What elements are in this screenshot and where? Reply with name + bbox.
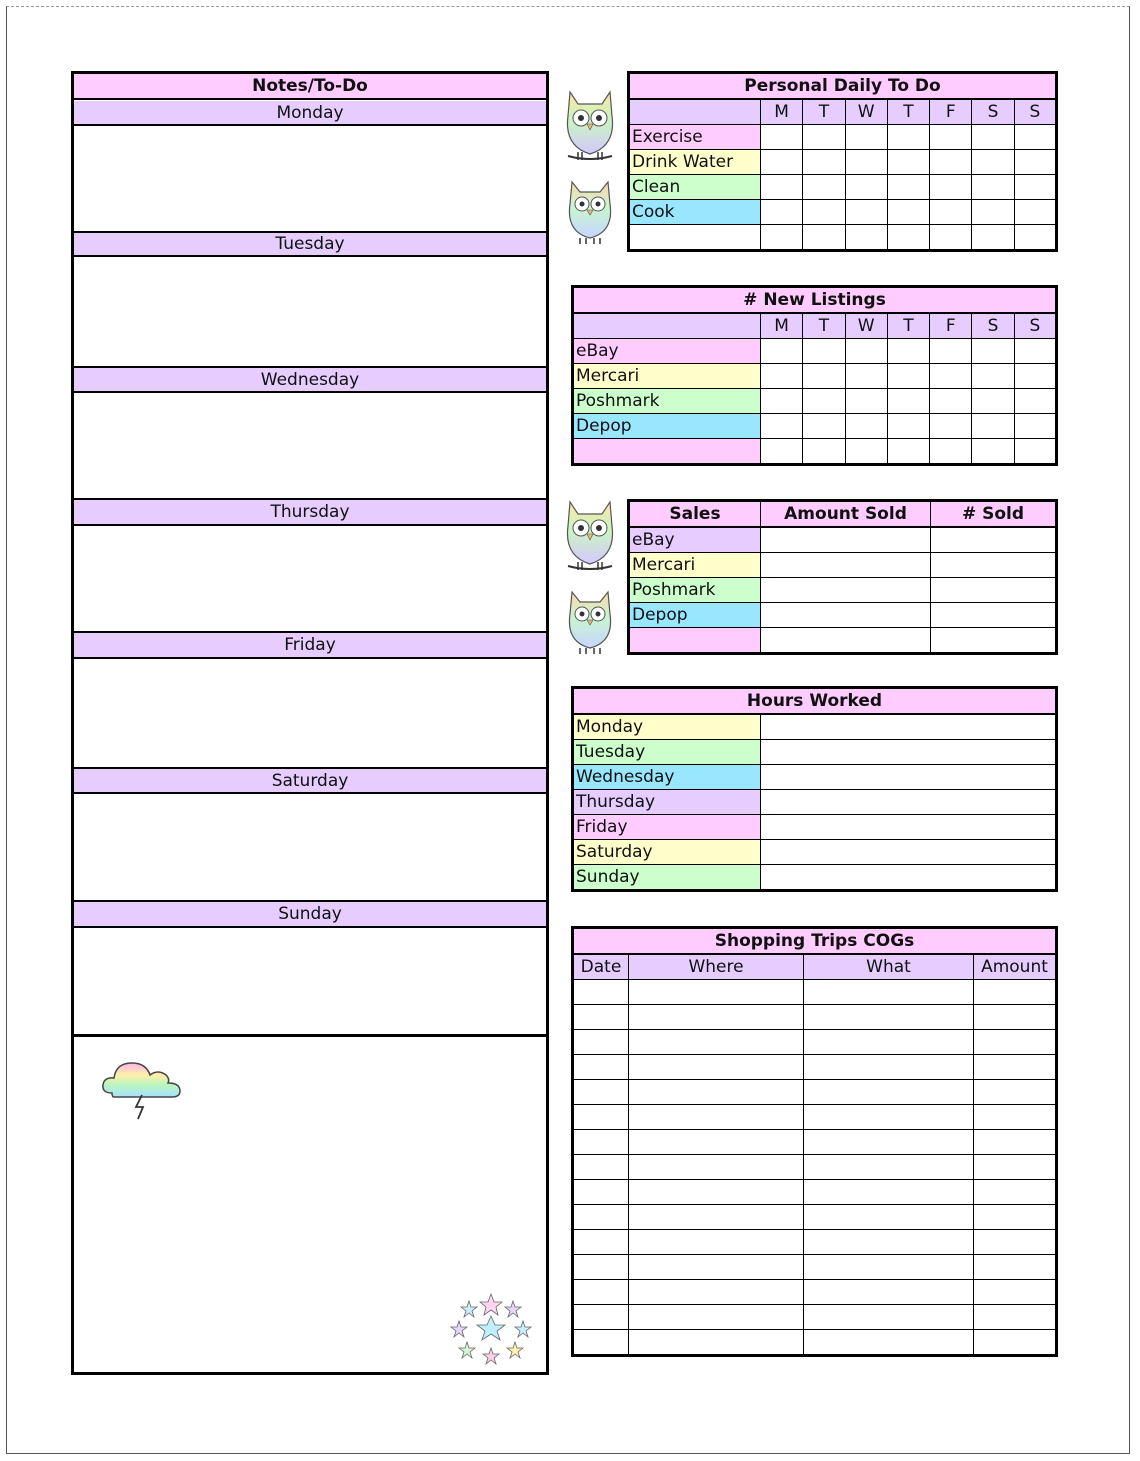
where-cell[interactable] <box>629 1205 804 1230</box>
storm-cloud-icon <box>98 1055 186 1125</box>
what-cell[interactable] <box>804 1180 974 1205</box>
check-cell[interactable] <box>972 200 1014 225</box>
amount-cell[interactable] <box>761 527 931 553</box>
date-cell[interactable] <box>573 980 629 1005</box>
check-cell[interactable] <box>845 175 887 200</box>
what-cell[interactable] <box>804 1330 974 1356</box>
count-cell[interactable] <box>931 603 1057 628</box>
amount-cell[interactable] <box>761 553 931 578</box>
table-row <box>573 1030 1057 1055</box>
count-cell[interactable] <box>845 414 887 439</box>
day-header: F <box>930 313 972 339</box>
hours-cell[interactable] <box>761 714 1057 740</box>
date-cell[interactable] <box>573 1180 629 1205</box>
where-cell[interactable] <box>629 1030 804 1055</box>
amount-cell[interactable] <box>974 1280 1057 1305</box>
notes-area-monday[interactable] <box>74 127 546 231</box>
owl-icon <box>560 586 620 658</box>
row-label: eBay <box>573 339 761 364</box>
notes-area-sunday[interactable] <box>74 930 546 1034</box>
notes-day-tuesday: Tuesday <box>74 231 546 257</box>
row-label: Clean <box>629 175 761 200</box>
row-label: eBay <box>629 527 761 553</box>
day-header: S <box>1014 313 1056 339</box>
check-cell[interactable] <box>972 175 1014 200</box>
table-row <box>573 865 1057 891</box>
amount-sold-header: Amount Sold <box>761 501 931 528</box>
count-cell[interactable] <box>931 553 1057 578</box>
row-label: Thursday <box>573 790 761 815</box>
date-header: Date <box>573 954 629 980</box>
date-cell[interactable] <box>573 1080 629 1105</box>
hours-cell[interactable] <box>761 840 1057 865</box>
check-cell[interactable] <box>930 150 972 175</box>
row-label: Depop <box>573 414 761 439</box>
what-cell[interactable] <box>804 1030 974 1055</box>
count-cell[interactable] <box>845 364 887 389</box>
what-cell[interactable] <box>804 1305 974 1330</box>
table-row <box>629 603 1057 628</box>
table-row <box>573 1180 1057 1205</box>
personal-daily-table <box>627 71 1058 252</box>
owl-icon <box>560 176 620 248</box>
what-cell[interactable] <box>804 1105 974 1130</box>
check-cell[interactable] <box>1014 225 1056 251</box>
notes-day-wednesday: Wednesday <box>74 366 546 393</box>
table-row <box>573 1280 1057 1305</box>
check-cell[interactable] <box>887 125 929 150</box>
table-row <box>573 389 1057 414</box>
amount-cell[interactable] <box>974 1055 1057 1080</box>
table-row <box>629 200 1057 225</box>
amount-cell[interactable] <box>974 1180 1057 1205</box>
hours-cell[interactable] <box>761 815 1057 840</box>
check-cell[interactable] <box>761 200 803 225</box>
count-cell[interactable] <box>887 364 929 389</box>
table-row <box>573 1105 1057 1130</box>
row-label: Exercise <box>629 125 761 150</box>
header-blank <box>573 313 761 339</box>
count-cell[interactable] <box>972 439 1014 465</box>
count-cell[interactable] <box>803 364 845 389</box>
table-row <box>573 339 1057 364</box>
row-label: Saturday <box>573 840 761 865</box>
personal-daily-title: Personal Daily To Do <box>629 73 1057 100</box>
table-row <box>573 980 1057 1005</box>
day-header: W <box>845 99 887 125</box>
new-listings-table <box>571 285 1058 466</box>
shopping-trips-title: Shopping Trips COGs <box>573 928 1057 955</box>
check-cell[interactable] <box>1014 125 1056 150</box>
check-cell[interactable] <box>803 150 845 175</box>
count-cell[interactable] <box>930 364 972 389</box>
row-label: Sunday <box>573 865 761 891</box>
what-cell[interactable] <box>804 1155 974 1180</box>
count-cell[interactable] <box>930 439 972 465</box>
check-cell[interactable] <box>845 225 887 251</box>
day-header: M <box>761 313 803 339</box>
where-cell[interactable] <box>629 1080 804 1105</box>
hours-cell[interactable] <box>761 765 1057 790</box>
count-cell[interactable] <box>887 439 929 465</box>
count-cell[interactable] <box>972 364 1014 389</box>
check-cell[interactable] <box>930 175 972 200</box>
hours-worked-title: Hours Worked <box>573 688 1057 715</box>
count-cell[interactable] <box>930 389 972 414</box>
count-cell[interactable] <box>803 339 845 364</box>
check-cell[interactable] <box>972 225 1014 251</box>
count-cell[interactable] <box>887 339 929 364</box>
owl-icon <box>560 496 620 576</box>
row-label: Cook <box>629 200 761 225</box>
row-label: Monday <box>573 714 761 740</box>
count-cell[interactable] <box>761 364 803 389</box>
row-label[interactable] <box>629 628 761 654</box>
count-cell[interactable] <box>931 628 1057 654</box>
where-cell[interactable] <box>629 1105 804 1130</box>
count-cell[interactable] <box>1014 389 1056 414</box>
row-label: Poshmark <box>573 389 761 414</box>
day-header: T <box>887 313 929 339</box>
notes-title: Notes/To-Do <box>74 74 546 100</box>
check-cell[interactable] <box>803 175 845 200</box>
count-cell[interactable] <box>972 389 1014 414</box>
table-row <box>573 840 1057 865</box>
count-cell[interactable] <box>761 339 803 364</box>
table-row <box>629 527 1057 553</box>
check-cell[interactable] <box>972 150 1014 175</box>
count-cell[interactable] <box>931 578 1057 603</box>
row-label: Poshmark <box>629 578 761 603</box>
what-cell[interactable] <box>804 1255 974 1280</box>
table-row <box>573 1055 1057 1080</box>
row-label: Wednesday <box>573 765 761 790</box>
amount-cell[interactable] <box>761 628 931 654</box>
amount-cell[interactable] <box>974 1205 1057 1230</box>
where-cell[interactable] <box>629 980 804 1005</box>
date-cell[interactable] <box>573 1255 629 1280</box>
day-header: T <box>803 313 845 339</box>
table-row <box>573 815 1057 840</box>
date-cell[interactable] <box>573 1130 629 1155</box>
check-cell[interactable] <box>1014 150 1056 175</box>
notes-area-tuesday[interactable] <box>74 259 546 367</box>
notes-area-wednesday[interactable] <box>74 395 546 500</box>
what-cell[interactable] <box>804 1055 974 1080</box>
table-row <box>573 765 1057 790</box>
check-cell[interactable] <box>761 125 803 150</box>
table-row <box>573 790 1057 815</box>
where-cell[interactable] <box>629 1180 804 1205</box>
check-cell[interactable] <box>887 225 929 251</box>
what-cell[interactable] <box>804 980 974 1005</box>
table-row <box>629 150 1057 175</box>
amount-cell[interactable] <box>974 1330 1057 1356</box>
check-cell[interactable] <box>972 125 1014 150</box>
sales-table <box>627 499 1058 655</box>
what-header: What <box>804 954 974 980</box>
date-cell[interactable] <box>573 1030 629 1055</box>
hours-worked-table <box>571 686 1058 892</box>
table-row <box>573 1255 1057 1280</box>
count-cell[interactable] <box>845 339 887 364</box>
where-cell[interactable] <box>629 1005 804 1030</box>
amount-cell[interactable] <box>974 1130 1057 1155</box>
check-cell[interactable] <box>887 150 929 175</box>
date-cell[interactable] <box>573 1305 629 1330</box>
where-cell[interactable] <box>629 1305 804 1330</box>
row-label: Drink Water <box>629 150 761 175</box>
amount-cell[interactable] <box>974 1255 1057 1280</box>
count-cell[interactable] <box>803 439 845 465</box>
where-cell[interactable] <box>629 1155 804 1180</box>
row-label: Depop <box>629 603 761 628</box>
date-cell[interactable] <box>573 1105 629 1130</box>
date-cell[interactable] <box>573 1155 629 1180</box>
table-row <box>629 628 1057 654</box>
day-header: W <box>845 313 887 339</box>
table-row <box>573 1205 1057 1230</box>
amount-cell[interactable] <box>974 1030 1057 1055</box>
check-cell[interactable] <box>761 150 803 175</box>
owl-icon <box>560 86 620 166</box>
hours-cell[interactable] <box>761 790 1057 815</box>
day-header: T <box>803 99 845 125</box>
table-row <box>629 225 1057 251</box>
shopping-trips-table <box>571 926 1058 1357</box>
check-cell[interactable] <box>761 225 803 251</box>
count-cell[interactable] <box>930 414 972 439</box>
stars-wreath-icon <box>449 1292 533 1368</box>
day-header: F <box>930 99 972 125</box>
count-cell[interactable] <box>1014 364 1056 389</box>
table-row <box>573 414 1057 439</box>
count-cell[interactable] <box>845 389 887 414</box>
amount-header: Amount <box>974 954 1057 980</box>
date-cell[interactable] <box>573 1230 629 1255</box>
notes-area-thursday[interactable] <box>74 528 546 631</box>
row-label: Mercari <box>573 364 761 389</box>
table-row <box>573 714 1057 740</box>
row-label: Friday <box>573 815 761 840</box>
where-cell[interactable] <box>629 1330 804 1356</box>
amount-cell[interactable] <box>974 1230 1057 1255</box>
count-cell[interactable] <box>845 439 887 465</box>
amount-cell[interactable] <box>974 1155 1057 1180</box>
amount-cell[interactable] <box>974 1105 1057 1130</box>
check-cell[interactable] <box>1014 200 1056 225</box>
count-cell[interactable] <box>930 339 972 364</box>
count-cell[interactable] <box>887 414 929 439</box>
date-cell[interactable] <box>573 1280 629 1305</box>
table-row <box>573 1005 1057 1030</box>
count-cell[interactable] <box>803 389 845 414</box>
row-label[interactable] <box>573 439 761 465</box>
amount-cell[interactable] <box>761 603 931 628</box>
notes-day-sunday: Sunday <box>74 900 546 928</box>
table-row <box>573 1305 1057 1330</box>
notes-area-saturday[interactable] <box>74 796 546 900</box>
count-cell[interactable] <box>761 389 803 414</box>
sales-header: Sales <box>629 501 761 528</box>
count-cell[interactable] <box>972 339 1014 364</box>
day-header: S <box>972 313 1014 339</box>
count-cell[interactable] <box>1014 339 1056 364</box>
where-cell[interactable] <box>629 1255 804 1280</box>
amount-cell[interactable] <box>974 1080 1057 1105</box>
table-row <box>573 1330 1057 1356</box>
check-cell[interactable] <box>887 200 929 225</box>
where-cell[interactable] <box>629 1130 804 1155</box>
header-blank <box>629 99 761 125</box>
day-header: S <box>972 99 1014 125</box>
notes-area-friday[interactable] <box>74 661 546 767</box>
check-cell[interactable] <box>845 125 887 150</box>
notes-day-friday: Friday <box>74 631 546 659</box>
where-header: Where <box>629 954 804 980</box>
notes-day-monday: Monday <box>74 101 546 126</box>
count-cell[interactable] <box>1014 414 1056 439</box>
table-row <box>573 364 1057 389</box>
count-cell[interactable] <box>972 414 1014 439</box>
date-cell[interactable] <box>573 1205 629 1230</box>
amount-cell[interactable] <box>974 980 1057 1005</box>
number-sold-header: # Sold <box>931 501 1057 528</box>
check-cell[interactable] <box>761 175 803 200</box>
amount-cell[interactable] <box>761 578 931 603</box>
row-label[interactable] <box>629 225 761 251</box>
what-cell[interactable] <box>804 1080 974 1105</box>
what-cell[interactable] <box>804 1005 974 1030</box>
check-cell[interactable] <box>887 175 929 200</box>
what-cell[interactable] <box>804 1280 974 1305</box>
row-label: Tuesday <box>573 740 761 765</box>
count-cell[interactable] <box>803 414 845 439</box>
hours-cell[interactable] <box>761 740 1057 765</box>
date-cell[interactable] <box>573 1005 629 1030</box>
check-cell[interactable] <box>845 200 887 225</box>
what-cell[interactable] <box>804 1230 974 1255</box>
table-row <box>629 125 1057 150</box>
check-cell[interactable] <box>930 225 972 251</box>
table-row <box>629 578 1057 603</box>
day-header: M <box>761 99 803 125</box>
row-label: Mercari <box>629 553 761 578</box>
table-row <box>573 1130 1057 1155</box>
check-cell[interactable] <box>803 225 845 251</box>
notes-day-thursday: Thursday <box>74 498 546 526</box>
new-listings-title: # New Listings <box>573 287 1057 314</box>
amount-cell[interactable] <box>974 1305 1057 1330</box>
amount-cell[interactable] <box>974 1005 1057 1030</box>
check-cell[interactable] <box>1014 175 1056 200</box>
table-row <box>573 1230 1057 1255</box>
what-cell[interactable] <box>804 1205 974 1230</box>
what-cell[interactable] <box>804 1130 974 1155</box>
where-cell[interactable] <box>629 1230 804 1255</box>
day-header: T <box>887 99 929 125</box>
hours-cell[interactable] <box>761 865 1057 891</box>
check-cell[interactable] <box>845 150 887 175</box>
count-cell[interactable] <box>761 414 803 439</box>
table-row <box>573 439 1057 465</box>
count-cell[interactable] <box>887 389 929 414</box>
check-cell[interactable] <box>930 200 972 225</box>
where-cell[interactable] <box>629 1055 804 1080</box>
table-row <box>629 175 1057 200</box>
count-cell[interactable] <box>1014 439 1056 465</box>
where-cell[interactable] <box>629 1280 804 1305</box>
count-cell[interactable] <box>761 439 803 465</box>
table-row <box>573 1080 1057 1105</box>
count-cell[interactable] <box>931 527 1057 553</box>
table-row <box>629 553 1057 578</box>
check-cell[interactable] <box>930 125 972 150</box>
day-header: S <box>1014 99 1056 125</box>
check-cell[interactable] <box>803 125 845 150</box>
table-row <box>573 740 1057 765</box>
date-cell[interactable] <box>573 1330 629 1356</box>
date-cell[interactable] <box>573 1055 629 1080</box>
table-row <box>573 1155 1057 1180</box>
check-cell[interactable] <box>803 200 845 225</box>
notes-day-saturday: Saturday <box>74 767 546 794</box>
